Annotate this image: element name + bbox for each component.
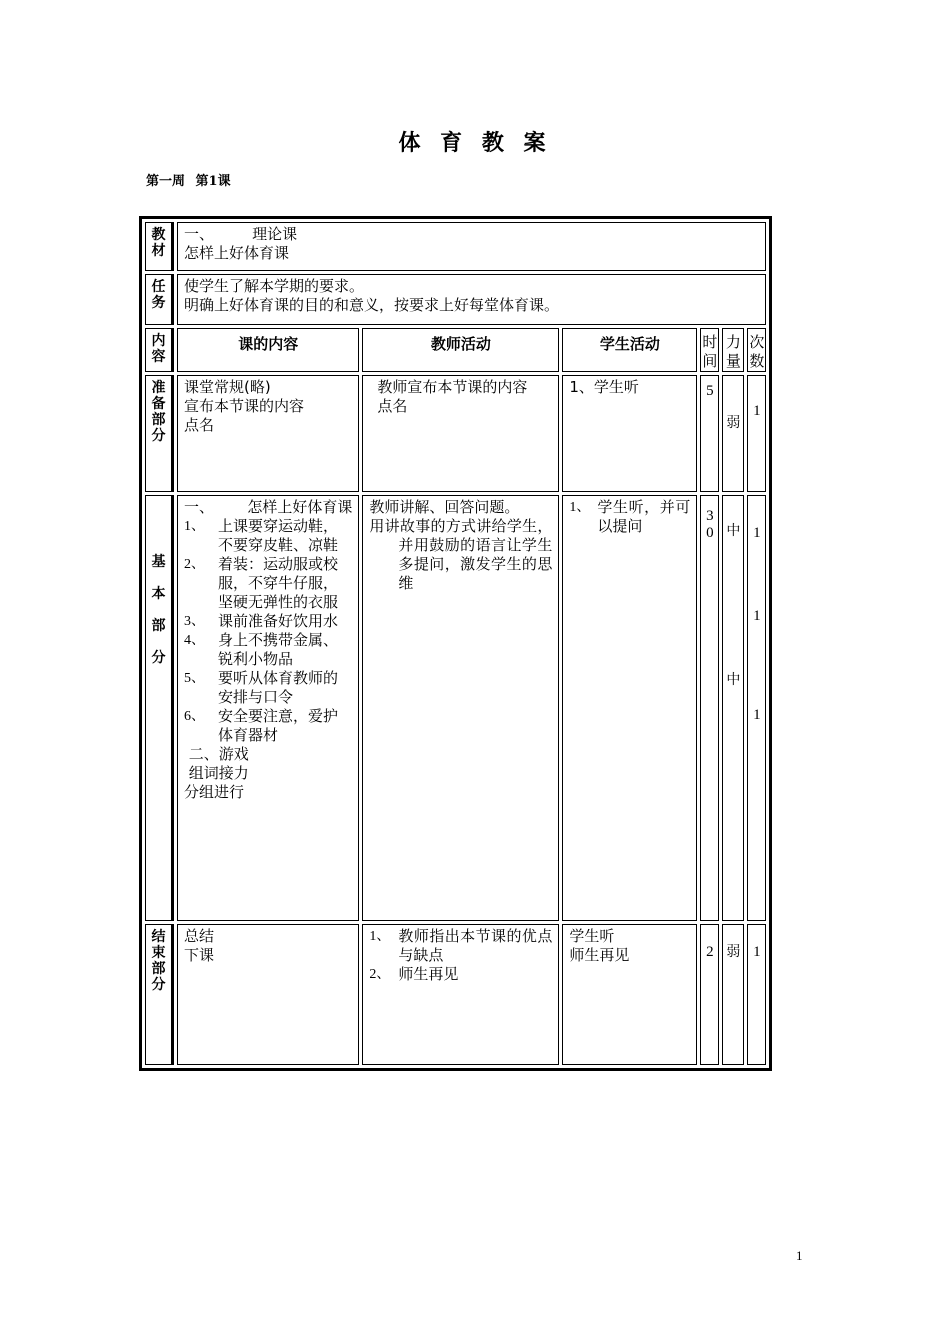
item-text: 身上不携带金属、锐利小物品 [218,631,339,668]
task-line: 使学生了解本学期的要求。 [184,277,365,295]
label-material: 教 材 [145,222,174,271]
basic-student [562,495,697,921]
item-text: 上课要穿运动鞋，不要穿皮鞋、凉鞋 [218,517,339,554]
prep-teacher [362,375,559,492]
basic-count [747,495,766,921]
item-number: 1、 [184,519,205,534]
week-lesson-line [146,170,237,189]
material-cell [177,222,766,271]
end-content-line: 总结 [184,927,215,945]
header-count: 次 数 [747,328,766,372]
basic-tail-line: 二、游戏 [184,745,249,763]
item-number: 1、 [369,929,391,944]
basic-teacher [362,495,559,921]
item-number: 1、 [569,500,591,515]
prep-content-line: 点名 [184,416,215,434]
basic-item [184,707,352,745]
end-content [177,924,359,1065]
header-content: 课的内容 [177,328,359,372]
row-prep [145,375,766,492]
basic-intensity [722,495,744,921]
end-time: 2 [700,924,719,1065]
lesson-label: 第1课 [195,174,231,189]
basic-heading-text: 一、 怎样上好体育课 [184,498,353,516]
page-number: 1 [796,1248,803,1263]
basic-count-value: 1 [753,525,761,541]
basic-item [184,517,352,555]
basic-count-value: 1 [753,707,761,723]
item-text: 课前准备好饮用水 [218,612,339,630]
end-student-line: 师生再见 [569,946,630,964]
prep-student: 1、学生听 [562,375,697,492]
basic-tail-line: 组词接力 [184,764,249,782]
basic-item [184,631,352,669]
item-text: 师生再见 [398,965,459,983]
item-text: 要听从体育教师的安排与口令 [218,669,339,706]
basic-item [184,669,352,707]
row-material [145,222,766,271]
basic-heading [184,498,352,517]
label-basic [145,495,174,921]
prep-count: 1 [747,375,766,492]
end-intensity: 弱 [722,924,744,1065]
task-cell [177,274,766,325]
basic-intensity-value: 中 [726,672,741,688]
week-label: 第一周 [146,174,186,189]
basic-time-value: 3 0 [706,508,714,541]
end-teacher-item [369,927,552,965]
lesson-plan-table [139,216,772,1071]
label-end: 结 束 部 分 [145,924,174,1065]
end-student-line: 学生听 [569,927,615,945]
row-header [145,328,766,372]
basic-time [700,495,719,921]
basic-intensity-value: 中 [726,523,741,539]
header-student: 学生活动 [562,328,697,372]
task-line: 明确上好体育课的目的和意义，按要求上好每堂体育课。 [184,296,560,314]
prep-content-line: 课堂常规(略) [184,378,271,396]
header-teacher: 教师活动 [362,328,559,372]
row-end [145,924,766,1065]
basic-tail-line: 分组进行 [184,783,245,801]
label-prep: 准 备 部 分 [145,375,174,492]
basic-count-value: 1 [753,608,761,624]
page-title: 体 育 教 案 [398,131,552,156]
header-time: 时 间 [700,328,719,372]
prep-content [177,375,359,492]
end-count: 1 [747,924,766,1065]
prep-teacher-line: 教师宣布本节课的内容 [377,378,528,396]
item-number: 6、 [184,709,205,724]
item-text: 学生听，并可以提问 [597,498,691,535]
item-text: 着装：运动服或校服，不穿牛仔服，坚硬无弹性的衣服 [218,555,339,611]
basic-content [177,495,359,921]
item-number: 2、 [184,557,205,572]
basic-item [184,612,352,631]
label-content-header: 内 容 [145,328,174,372]
item-number: 3、 [184,614,205,629]
label-task: 任 务 [145,274,174,325]
basic-item [184,555,352,612]
end-content-line: 下课 [184,946,215,964]
item-number: 5、 [184,671,205,686]
row-basic [145,495,766,921]
item-text: 教师指出本节课的优点与缺点 [398,927,553,964]
prep-content-line: 宣布本节课的内容 [184,397,305,415]
prep-intensity: 弱 [722,375,744,492]
label-basic-text: 基 本 部 分 [151,554,166,666]
basic-teacher-line: 用讲故事的方式讲给学生，并用鼓励的语言让学生多提问，激发学生的思维 [369,517,553,592]
item-number: 4、 [184,633,205,648]
basic-teacher-line: 教师讲解、回答问题。 [369,498,520,516]
end-student [562,924,697,1065]
material-line: 一、 理论课 [184,225,298,243]
prep-teacher-line: 点名 [377,397,408,415]
basic-student-item [569,498,690,536]
end-teacher [362,924,559,1065]
header-intensity: 力 量 [722,328,744,372]
end-teacher-item [369,965,552,984]
row-task [145,274,766,325]
material-line: 怎样上好体育课 [184,244,290,262]
item-text: 安全要注意，爱护体育器材 [218,707,339,744]
prep-time: 5 [700,375,719,492]
item-number: 2、 [369,967,391,982]
